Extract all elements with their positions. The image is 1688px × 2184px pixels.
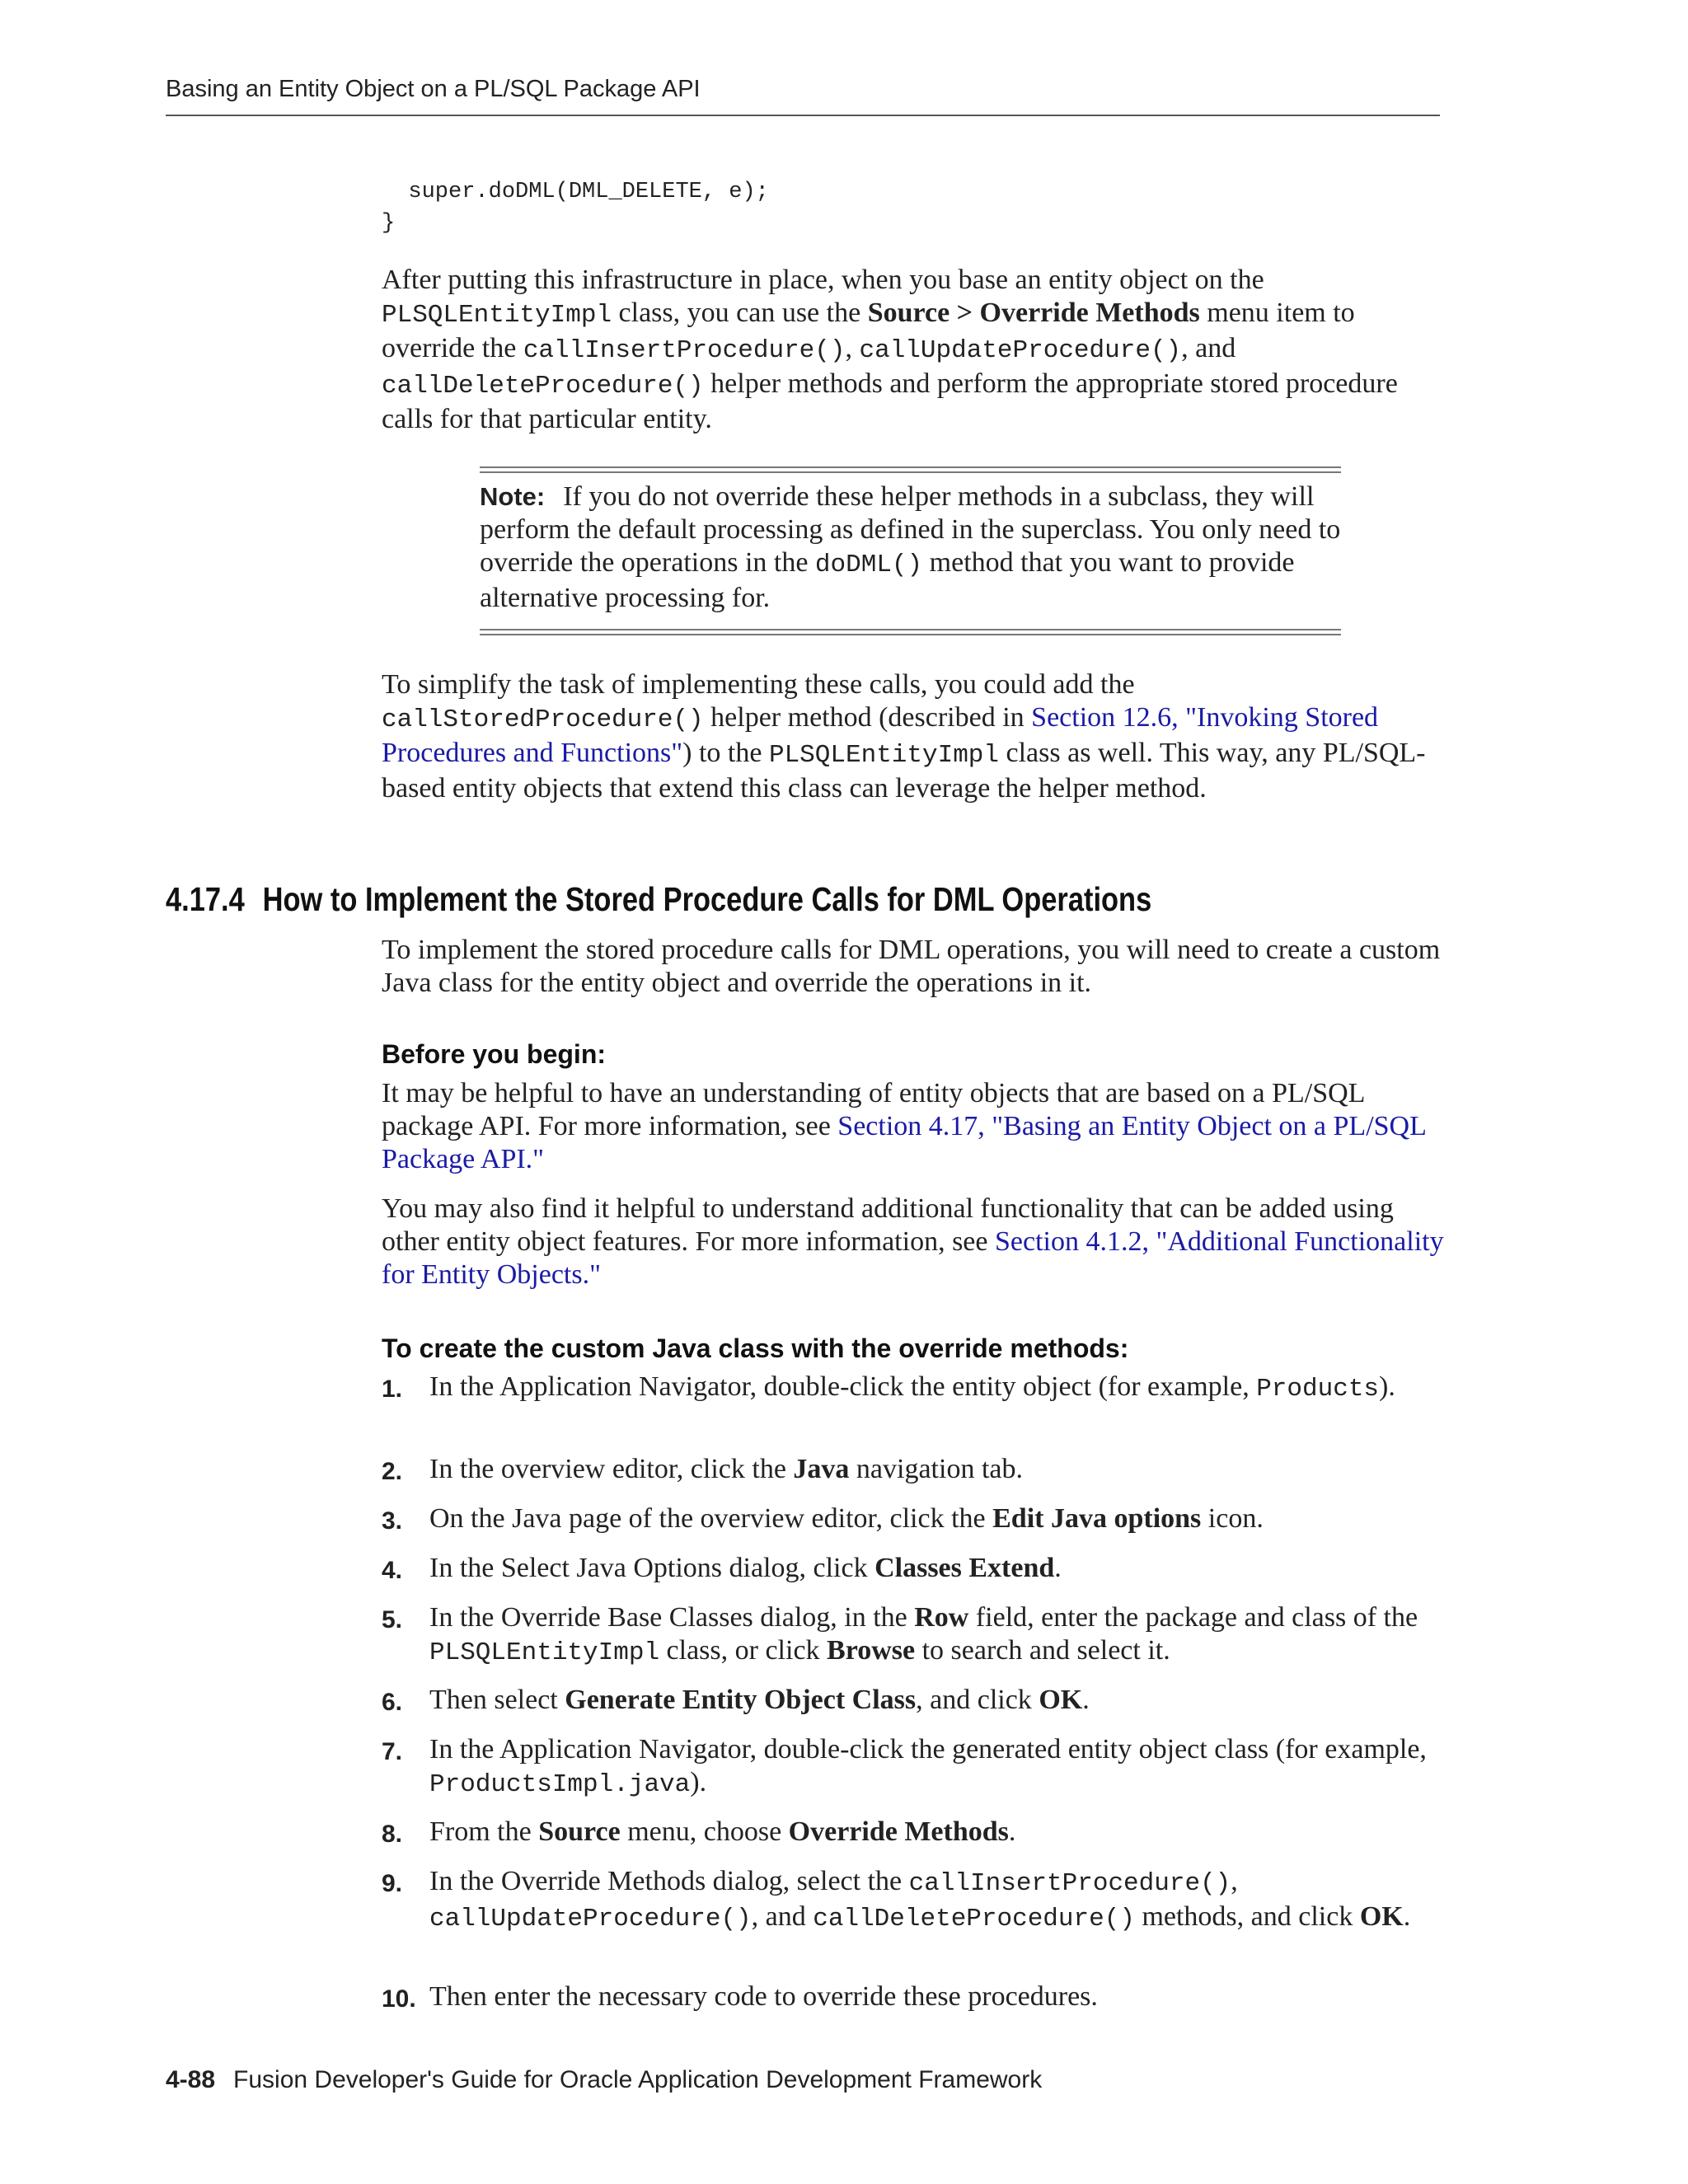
note-label: Note:: [480, 482, 546, 511]
text: ) to the: [682, 738, 769, 768]
text: .: [1403, 1901, 1411, 1932]
paragraph-intro: To implement the stored procedure calls for DML operations, you will need to create a custom Java class for the entity object and override the operations in it.: [382, 935, 1441, 998]
text: navigation tab.: [849, 1454, 1023, 1484]
code-block: [382, 176, 769, 239]
code-inline: callDeleteProcedure(): [813, 1905, 1135, 1933]
text: , and: [751, 1901, 814, 1932]
code-inline: PLSQLEntityImpl: [429, 1638, 660, 1667]
step-number: 10.: [382, 1985, 416, 2013]
step-number: 3.: [382, 1507, 403, 1535]
text: It may be helpful to have an understanding of entity objects that are based on a PL/SQL package API. For more information, see: [382, 1078, 1365, 1141]
text: class as well. This way, any PL/SQL-based entity objects that extend this class can leverage the helper method.: [382, 738, 1426, 804]
code-inline: ProductsImpl.java: [429, 1770, 691, 1799]
ui-term: Generate Entity Object Class: [565, 1685, 917, 1715]
text: ,: [845, 333, 860, 363]
code-inline: callStoredProcedure(): [382, 705, 704, 734]
text: In the Override Methods dialog, select the: [429, 1866, 909, 1896]
text: , and click: [916, 1685, 1039, 1715]
ui-term: Edit Java options: [992, 1503, 1202, 1534]
text: ).: [690, 1767, 707, 1797]
ui-term: Java: [793, 1454, 850, 1484]
text: ,: [1231, 1866, 1238, 1896]
text: icon.: [1201, 1503, 1264, 1534]
text: field, enter the package and class of the: [968, 1602, 1418, 1633]
text: Then select: [429, 1685, 565, 1715]
paragraph-prerequisite-2: [382, 1193, 1445, 1291]
code-inline: callDeleteProcedure(): [382, 372, 704, 401]
ui-term: OK: [1039, 1685, 1083, 1715]
code-inline: doDML(): [814, 551, 923, 579]
text: If you do not override these helper methods in a subclass, they will perform the default processing as defined in the superclass. You only need to override the operations in the: [480, 481, 1341, 578]
text: , and: [1181, 333, 1236, 363]
text: Then enter the necessary code to override these procedures.: [429, 1981, 1098, 2012]
text: menu item to override the: [382, 298, 1355, 363]
page-number: 4-88: [166, 2066, 216, 2093]
step-number: 4.: [382, 1557, 403, 1584]
code-inline: PLSQLEntityImpl: [382, 301, 612, 330]
text: In the Override Base Classes dialog, in the: [429, 1602, 915, 1633]
link-section-12-6[interactable]: Section 12.6, "Invoking Stored Procedures and Functions": [382, 702, 1379, 768]
note: [480, 480, 1353, 615]
code-inline: PLSQLEntityImpl: [768, 741, 1000, 770]
code-inline: callInsertProcedure(): [908, 1869, 1231, 1898]
text: In the Application Navigator, double-click the entity object (for example,: [429, 1371, 1257, 1402]
ui-term: Override Methods: [788, 1816, 1009, 1847]
section-title: How to Implement the Stored Procedure Calls for DML Operations: [262, 880, 1152, 918]
text: From the: [429, 1816, 539, 1847]
section-number: 4.17.4: [166, 880, 245, 918]
menu-path: Source > Override Methods: [867, 298, 1200, 328]
ui-term: Browse: [827, 1635, 916, 1666]
step-number: 6.: [382, 1689, 403, 1716]
header-rule: [166, 115, 1440, 116]
step-number: 7.: [382, 1738, 403, 1765]
link-section-4-17[interactable]: Section 4.17, "Basing an Entity Object on a PL/SQL Package API.": [382, 1111, 1426, 1174]
link-section-4-1-2[interactable]: Section 4.1.2, "Additional Functionality for Entity Objects.": [382, 1226, 1444, 1290]
text: helper methods and perform the appropriate stored procedure calls for that particular entity.: [382, 368, 1398, 434]
step-number: 1.: [382, 1376, 403, 1403]
paragraph-override-methods: [382, 264, 1445, 436]
note-top-rule: [480, 466, 1341, 473]
running-header: Basing an Entity Object on a PL/SQL Package API: [166, 76, 701, 102]
text: ).: [1379, 1371, 1395, 1402]
text: .: [1008, 1816, 1016, 1847]
text: class, or click: [659, 1635, 828, 1666]
code-inline: callUpdateProcedure(): [859, 336, 1182, 365]
text: You may also find it helpful to understand additional functionality that can be added using other entity object features. For more information, see: [382, 1193, 1394, 1257]
paragraph-prerequisite-1: [382, 1077, 1445, 1176]
text: methods, and click: [1134, 1901, 1360, 1932]
text: method that you want to provide alternative processing for.: [480, 547, 1295, 613]
text: To simplify the task of implementing these calls, you could add the: [382, 669, 1135, 700]
procedure-heading: To create the custom Java class with the override methods:: [382, 1333, 1129, 1363]
text: On the Java page of the overview editor, click the: [429, 1503, 993, 1534]
before-you-begin-heading: Before you begin:: [382, 1039, 607, 1069]
code-line: }: [382, 211, 396, 236]
text: In the Select Java Options dialog, click: [429, 1553, 875, 1583]
text: menu, choose: [620, 1816, 789, 1847]
text: .: [1054, 1553, 1062, 1583]
ui-term: OK: [1359, 1901, 1404, 1932]
code-inline: callUpdateProcedure(): [429, 1905, 752, 1933]
step-number: 2.: [382, 1458, 403, 1485]
text: .: [1082, 1685, 1090, 1715]
paragraph-simplify: [382, 668, 1445, 805]
ui-term: Row: [914, 1602, 969, 1633]
book-title: Fusion Developer's Guide for Oracle Application Development Framework: [233, 2066, 1043, 2093]
code-inline: Products: [1256, 1375, 1380, 1404]
code-inline: callInsertProcedure(): [523, 336, 846, 365]
text: helper method (described in: [703, 702, 1032, 733]
step-number: 8.: [382, 1821, 403, 1848]
text: to search and select it.: [915, 1635, 1170, 1666]
page-footer: [166, 2066, 1042, 2094]
ui-term: Source: [538, 1816, 621, 1847]
step-number: 5.: [382, 1606, 403, 1633]
text: After putting this infrastructure in place, when you base an entity object on the: [382, 265, 1264, 295]
ui-term: Classes Extend: [874, 1553, 1055, 1583]
text: class, you can use the: [612, 298, 868, 328]
code-line: super.doDML(DML_DELETE, e);: [382, 180, 769, 204]
step-number: 9.: [382, 1870, 403, 1897]
section-heading: [166, 880, 1151, 919]
text: In the overview editor, click the: [429, 1454, 794, 1484]
note-bottom-rule: [480, 629, 1341, 635]
text: In the Application Navigator, double-click the generated entity object class (for example,: [429, 1734, 1427, 1765]
